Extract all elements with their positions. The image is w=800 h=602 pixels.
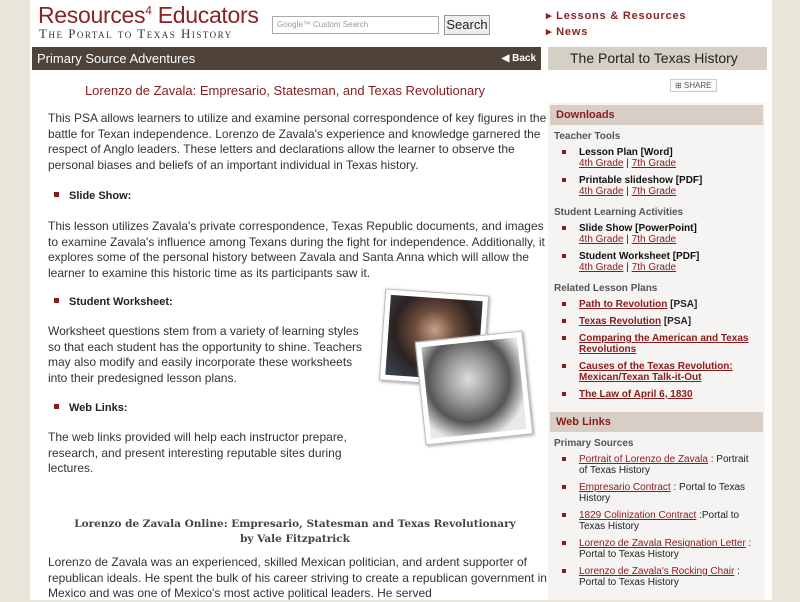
source-link[interactable]: 1829 Colinization Contract xyxy=(579,510,697,521)
grade-4-link[interactable]: 4th Grade xyxy=(579,234,624,245)
related-lesson-link[interactable]: Comparing the American and Texas Revolutions xyxy=(579,333,749,355)
nav-lessons-resources[interactable]: ▸ Lessons & Resources xyxy=(546,10,687,22)
lesson-type: [PSA] xyxy=(667,299,698,310)
teacher-tools-label: Teacher Tools xyxy=(554,131,621,142)
grade-7-link[interactable]: 7th Grade xyxy=(631,262,677,273)
page xyxy=(30,0,772,600)
related-lessons-label: Related Lesson Plans xyxy=(554,283,658,294)
section-text: This lesson utilizes Zavala's private correspondence, Texas Republic documents, and images to examine Zavala's influence among Texans during the fight for independence. Additionally, it explores some of the personal history between Zavala and Santa Anna which will allow the learner to examine this historic time as its participants saw it. xyxy=(48,219,545,281)
separator: | xyxy=(623,262,632,273)
source-link[interactable]: Lorenzo de Zavala's Rocking Chair xyxy=(579,566,735,577)
page-title: Lorenzo de Zavala: Empresario, Statesman, and Texas Revolutionary xyxy=(84,83,486,98)
separator: | xyxy=(623,158,632,169)
intro-text: This PSA allows learners to utilize and examine personal correspondence of key figures in the battle for Texan independence. Lorenzo de Zavala's experience and knowledge garnered the respect of Anglo leaders. These letters and declarations allow the learner to observe the personal biases and beliefs of an important individual in Texas history. xyxy=(48,111,547,173)
source-item xyxy=(548,536,765,564)
primary-sources-label: Primary Sources xyxy=(554,438,634,449)
section-heading: Web Links: xyxy=(54,402,127,414)
source-item xyxy=(548,508,765,536)
grade-4-link[interactable]: 4th Grade xyxy=(579,262,624,273)
section-banner xyxy=(32,47,541,70)
download-item xyxy=(548,221,765,249)
web-links-header: Web Links xyxy=(550,412,763,432)
student-activities-label: Student Learning Activities xyxy=(554,207,684,218)
nav-news[interactable]: ▸ News xyxy=(546,26,589,38)
separator: | xyxy=(623,234,632,245)
download-title: Slide Show [PowerPoint] xyxy=(579,223,697,234)
related-lesson-link[interactable]: Path to Revolution xyxy=(579,299,668,310)
source-item xyxy=(548,452,765,480)
download-title: Student Worksheet [PDF] xyxy=(579,251,700,262)
logo-subtitle: The Portal to Texas History xyxy=(39,26,233,41)
sidebar xyxy=(548,103,765,600)
back-button[interactable]: ◀ Back xyxy=(501,53,536,64)
source-desc: : Portal to Texas History xyxy=(579,482,745,504)
download-item xyxy=(548,145,765,173)
section-heading: Student Worksheet: xyxy=(54,296,173,308)
related-lesson-link[interactable]: The Law of April 6, 1830 xyxy=(579,389,693,400)
section-text: Worksheet questions stem from a variety of learning styles so that each student has the opportunity to shine. Teachers may also modify and easily incorporate these worksheets into their predesigned lesson plans. xyxy=(48,324,362,386)
share-button[interactable]: ⊞ SHARE xyxy=(670,79,717,92)
downloads-header: Downloads xyxy=(550,105,763,125)
related-lesson-item xyxy=(548,297,765,314)
related-lesson-item xyxy=(548,359,765,387)
related-lesson-link[interactable]: Causes of the Texas Revolution: Mexican/Texan Talk-it-Out xyxy=(579,361,733,383)
engraving-image xyxy=(415,331,533,446)
site-logo[interactable] xyxy=(38,2,259,29)
download-item xyxy=(548,249,765,277)
source-item xyxy=(548,564,765,592)
related-lesson-item xyxy=(548,314,765,331)
source-desc: :Portal to Texas History xyxy=(579,510,740,532)
grade-7-link[interactable]: 7th Grade xyxy=(631,186,677,197)
article-text: Lorenzo de Zavala was an experienced, skilled Mexican politician, and ardent supporter of republican ideals. He spent the bulk of his career striving to create a republican government in Mexico and was one of Mexico's most active political leaders. He served xyxy=(48,555,547,601)
article-heading xyxy=(30,517,560,547)
source-link[interactable]: Lorenzo de Zavala Resignation Letter xyxy=(579,538,746,549)
logo-text-end: Educators xyxy=(151,2,259,28)
grade-4-link[interactable]: 4th Grade xyxy=(579,158,624,169)
article-title: Lorenzo de Zavala Online: Empresario, Statesman and Texas Revolutionary xyxy=(74,518,516,530)
download-item xyxy=(548,173,765,201)
download-title: Printable slideshow [PDF] xyxy=(579,175,703,186)
source-desc: : Portrait of Texas History xyxy=(579,454,749,476)
section-text: The web links provided will help each instructor prepare, research, and present interesting reputable sites during lectures. xyxy=(48,430,347,476)
portal-link[interactable]: The Portal to Texas History xyxy=(548,47,767,70)
banner-title: Primary Source Adventures xyxy=(37,51,196,66)
grade-7-link[interactable]: 7th Grade xyxy=(631,158,677,169)
section-heading: Slide Show: xyxy=(54,190,131,202)
source-desc: : Portal to Texas History xyxy=(579,538,752,560)
related-lesson-item xyxy=(548,331,765,359)
source-desc: : Portal to Texas History xyxy=(579,566,740,588)
logo-sup: 4 xyxy=(145,3,152,18)
source-item xyxy=(548,480,765,508)
source-link[interactable]: Portrait of Lorenzo de Zavala xyxy=(579,454,708,465)
separator: | xyxy=(623,186,632,197)
grade-7-link[interactable]: 7th Grade xyxy=(631,234,677,245)
related-lesson-link[interactable]: Texas Revolution xyxy=(579,316,662,327)
source-link[interactable]: Empresario Contract xyxy=(579,482,671,493)
related-lesson-item xyxy=(548,387,765,404)
article-byline: by Vale Fitzpatrick xyxy=(240,533,350,545)
search-input[interactable]: Google™ Custom Search xyxy=(272,16,439,34)
grade-4-link[interactable]: 4th Grade xyxy=(579,186,624,197)
logo-text: Resources xyxy=(38,2,146,28)
lesson-type: [PSA] xyxy=(661,316,692,327)
download-title: Lesson Plan [Word] xyxy=(579,147,673,158)
search-button[interactable]: Search xyxy=(444,15,490,35)
